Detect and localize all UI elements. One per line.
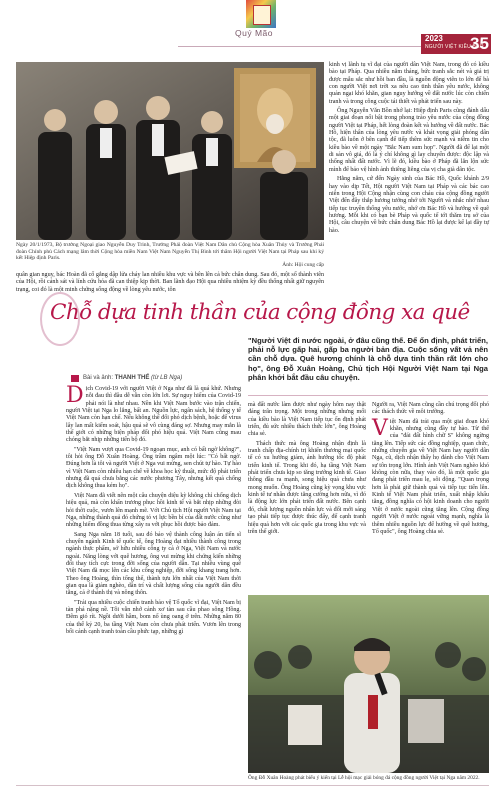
paragraph: kinh vị lãnh tụ vĩ đại của người dân Việt Nam, trong đó có kiều bào tại Pháp. Qua nhiều năm tháng, bức tranh sắc nét và giá trị được mẫu sắc như hồi ban đầu, là nguồn động viên to lớn để bà con người Việt nơi trời xa nêu cao tinh thần yêu nước, không quản ngại khó khăn, gian nguy hướng về đất nước lúc còn chiến tranh và trong công cuộc tái thiết và phát triển sau này. [329, 62, 489, 105]
right-column-text [329, 62, 489, 237]
paragraph: "Việt Nam vượt qua Covid-19 ngoạn mục, anh có bất ngờ không?", tôi hỏi ông Đỗ Xuân Hoàng. Ông trầm ngâm một lúc: "Có bất ngờ. Đúng hơn là tôi và người Việt ở Nga vui mừng, sen chút tự hào. Tự hào vì Việt Nam còn nhiều hạn chế về khoa học kỹ thuật, mức độ phát triển nhưng đã quá chưa bằng các nước phương Tây, nhưng kết quả chống dịch không thua kém họ". [66, 446, 241, 490]
photo-caption: Ông Đỗ Xuân Hoàng phát biểu ý kiến tại Lễ hội mạc giải bóng đá cộng đồng người Việt tại Nga năm 2022. [248, 775, 480, 781]
paragraph: Ông Nguyễn Văn Bồn nhớ lại: Hiệp định Paris cũng đánh dấu một giai đoạn nổi bật trong phong trào yêu nước của cộng đồng người Việt tại Pháp, hết lòng đoàn kết và hướng về đất nước. Bác Hồ, hiện thân của lòng yêu nước và khát vọng giải phóng dân tộc, đã luôn ở bên cạnh để tiếp thêm sức mạnh và niềm tin cho kiều bào về một ngày "Bắc Nam sum họp". Người đã để lại một di sản vô giá, đó là ý chí không gì lay chuyển được: độc lập và thống nhất đất nước. Vì lẽ đó, kiều bào ở Pháp đã lăn lộn sức mình để bảo vệ hình ảnh thiêng liêng của vị cha già dân tộc. [329, 108, 489, 173]
historic-photo-image [16, 62, 324, 240]
column-2 [248, 402, 366, 538]
lead-divider [248, 395, 488, 396]
author-location: (từ LB Nga) [151, 375, 183, 381]
article-title: Chỗ dựa tinh thần của cộng đồng xa quê [50, 300, 470, 325]
section-title: Quý Mão [235, 28, 273, 38]
paragraph: "Trải qua nhiều cuộc chiến tranh bảo vệ Tổ quốc vĩ đại, Việt Nam bị tàn phá nặng nề. Tôi vẫn nhớ cảnh xơ tàn sau cầu phao sông Hồng. Đêm gió rít. Ngồi dưới hầm, bom nổ ùng oang ở trên. Những năm 80 của thế kỷ 20, ba tầng Việt Nam còn chưa phát triển. Vươn lên trong bối cảnh cạnh tranh toàn cầu phức tạp, những gì [66, 599, 241, 635]
header-ornament-icon [253, 5, 271, 25]
page-footer-rule [16, 785, 489, 786]
dropcap: D [66, 383, 84, 408]
magazine-name: NGƯỜI VIỆT KIỀU BÁO [425, 44, 484, 50]
column-3 [372, 402, 489, 538]
author-byline [83, 375, 182, 381]
page-header [0, 0, 500, 62]
paragraph: ịch Covid-19 với người Việt ở Nga như đã là quá khứ. Nhưng nỗi đau thì đâu dễ vẫn còn lớn lơi. Sự nguy hiểm của Covid-19 phải nói là như nhau. Nền khi Việt Nam bước vào trận chiến, người Việt tại Nga lo lắng, bất an. Nguồn lực, ngân sách, hệ thống y tế Việt Nam còn hạn chế. Nếu không thể đối phó dịch bệnh, hoặc để virus lây lan mất kiểm soát, hậu quả sẽ vô cùng đáng sợ. Nhưng may mắn là thế giới có những biện pháp đối phó hiệu quả. Việt Nam cũng mau chóng bắt nhịp những tiến bộ đó. [66, 386, 241, 444]
photo-credit: Ảnh: Hội cung cấp [282, 262, 324, 268]
column-1 [66, 383, 241, 638]
photo-caption: Ngày 20/1/1973, Bộ trưởng Ngoại giao Nguyễn Duy Trinh, Trưởng Phái đoàn Việt Nam Dân chủ Cộng hòa Xuân Thủy và Trưởng Phái đoàn Chính phủ Cách mạng lâm thời Cộng hòa miền Nam Việt Nam Nguyễn Thị Bình tới thăm Hội người Việt Nam tại Pháp sau khi ký kết Hiệp định Paris. [16, 242, 324, 262]
paragraph: iệt Nam đã trải qua một giai đoạn khó khăn, nhưng cũng đầy tự hào. Từ thế của "đái đất hình chữ S" không ngừng tăng lên. Tiếp sức các đồng nghiệp, quan chức, những chuyên gia về Việt Nam hay người dân Nga, cũ, dịch nhận thấy họ đánh cho Việt Nam sự tôn trọng lớn. Hình ảnh Việt Nam nghèo khó không còn nữa, thay vào đó, là một quốc gia đang phát triển mau lẹ, sôi động. "Quan trọng hơn là phải giữ thành quả và tiếp tục tiến lên. Kinh tế Việt Nam phát triển, xuất nhập khẩu tăng, đồng nghĩa có hội kinh doanh cho người Việt ở nước ngoài cũng tăng lên. Cộng đồng người Việt ở nước ngoài vững mạnh, nghĩa là thêm nhiều nguồn lực để hướng về quê hương, Tổ quốc", ông Hoàng chia sẻ. [372, 418, 489, 535]
paragraph: Sang Nga năm 18 tuổi, sau đó bảo vệ thành công luận án tiến sĩ chuyên ngành Kinh tế quốc tế, ông Hoàng đạt nhiều thành công trong ngành thực phẩm, sở hữu nhiều công ty cả ở Nga, Việt Nam và nước ngoài. Năng lòng với quê hương, ông vui mừng khi chứng kiến những đổi thay tích cực trong đời sống của người dân. Tại nhiều vùng quê Việt Nam đã mọc lên các khu công nghiệp, đời sống khang trang hơn. Theo ông Hoàng, thìn tổng thể, thành tựu lớn nhất của Việt Nam thời gian qua là giảm nghèo, dân trí và chất lượng sống của người dân đều tăng, cả ở thành thị và nông thôn. [66, 531, 241, 597]
under-photo-text: quân gian nguy, bác Hoàn đã cố gắng dập lửa cháy lan nhiều khu vực và bên lên cả bức chân dung. Sau đó, một số thành viên của Hội, rồi cảnh sát và lính cứu hỏa đã can thiệp kịp thời. Ban lãnh đạo Hội qua nhiều nhiệm kỳ đều thống nhất giữ nguyên trạng, coi đó là một minh chứng sống động về lòng yêu nước, tôn [16, 272, 324, 293]
event-photo-image [248, 595, 489, 773]
header-divider [178, 46, 421, 47]
historic-photo [16, 62, 324, 240]
page-number: 35 [470, 34, 489, 53]
author-prefix: Bài và ảnh: [83, 375, 114, 381]
author-name: THANH THẾ [114, 375, 150, 381]
paragraph: Việt Nam đã viết nên một câu chuyện diệu kỳ không chỉ chống dịch hiệu quả, mà còn khẩn trương phục hồi kinh tế và bắt nhịp những đòi hỏi thời cuộc, vươn lên mạnh mẽ. Với Chủ tịch Hội người Việt Nam tại Nga, những thành quả đó chứng tỏ vị lực bền bỉ của đất nước cũng như những hiểm đồng thua từng xây ra với phục hồi được bảo đảm. [66, 492, 241, 529]
author-marker-icon [71, 375, 79, 382]
paragraph: Thách thức mà ông Hoàng nhận định là tranh chấp địa-chính trị khiến thương mại quốc tế có xu hướng giảm, ảnh hưởng tốc độ phát triển kinh tế. Trong khi đó, hạ tầng Việt Nam phát triển chưa kịp so tăng trưởng kinh tế. Giao thông đầu ra mạnh, song hiệu quả chưa như mong muốn. Ông Hoàng cũng kỳ vọng khu vực kinh tế tư nhân được tăng cường hơn nữa, vì đó là động lực lớn phát triển đất nước. Bên cạnh đó, chất lượng nguồn nhân lực và đối mới sáng tạo phải tiếp tục được thúc đẩy, để cạnh tranh hiệu quả hơn với các quốc gia trong khu vực và trên thế giới. [248, 440, 366, 535]
event-photo [248, 595, 489, 773]
paragraph: mà đất nước làm được như ngày hôm nay thật đáng trân trọng. Một trong những nhưng mối của kiều bào là Việt Nam tiếp tục ổn định phát triển, đủ sức nhiều thách thức lớn", ông Hoàng chia sẻ. [248, 402, 366, 438]
lead-quote: "Người Việt đi nước ngoài, ở đâu cũng thế. Để ổn định, phát triển, phải nỗ lực gấp hai, gấp ba người bản địa. Cuộc sống vất vả nên cần chỗ dựa. Quê hương chính là chỗ dựa tinh thần rất lớn cho họ", ông Đỗ Xuân Hoàng, Chủ tịch Hội Người Việt Nam tại Nga phân khởi bắt đầu câu chuyện. [248, 336, 488, 382]
paragraph: Hằng năm, cứ đến Ngày sinh của Bác Hồ, Quốc khánh 2/9 hay vào dịp Tết, Hội người Việt Nam tại Pháp và các bác cao niên trong Hội Cộng nhận cùng con cháu của cộng đồng người Việt đến đây thắp hương tưởng nhớ tới Người và nhắc nhở nhau tiếp tục truyền thống yêu nước, nhớ ơn Bác Hồ và hướng về quê hương. Mỗi khi có bạn bè Pháp và quốc tế tới thăm trụ sở của Hội, câu chuyện về bức chân dung Bác Hồ lại được kể lại đầy tự hào. [329, 176, 489, 234]
issue-year: 2023 [425, 34, 443, 43]
dropcap: V [372, 415, 388, 441]
paragraph: Người ra, Việt Nam cũng cần chú trọng đối phó các thách thức về môi trường. [372, 402, 489, 416]
